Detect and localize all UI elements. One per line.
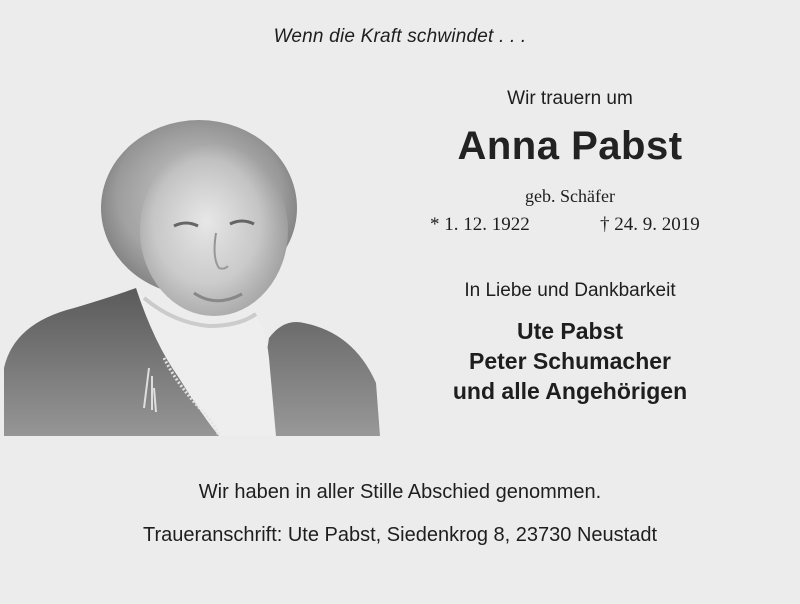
mourner-name: Ute Pabst: [516, 318, 624, 344]
thanks-line: In Liebe und Dankbarkeit: [464, 280, 676, 301]
mourning-address: Traueranschrift: Ute Pabst, Siedenkrog 8, 23730 Neustadt: [143, 524, 657, 546]
intro-text: Wir trauern um: [507, 88, 633, 109]
mourner-name: und alle Angehörigen: [452, 378, 688, 404]
closing-statement: Wir haben in aller Stille Abschied genommen.: [198, 481, 602, 503]
birth-name: geb. Schäfer: [525, 186, 615, 206]
death-date: † 24. 9. 2019: [600, 214, 700, 235]
mourner-name: Peter Schumacher: [469, 348, 671, 374]
birth-date: * 1. 12. 1922: [430, 214, 530, 235]
portrait-photo: [4, 118, 380, 438]
motto: Wenn die Kraft schwindet . . .: [273, 26, 527, 47]
mourners-list: [420, 316, 720, 406]
deceased-name: Anna Pabst: [457, 124, 683, 168]
